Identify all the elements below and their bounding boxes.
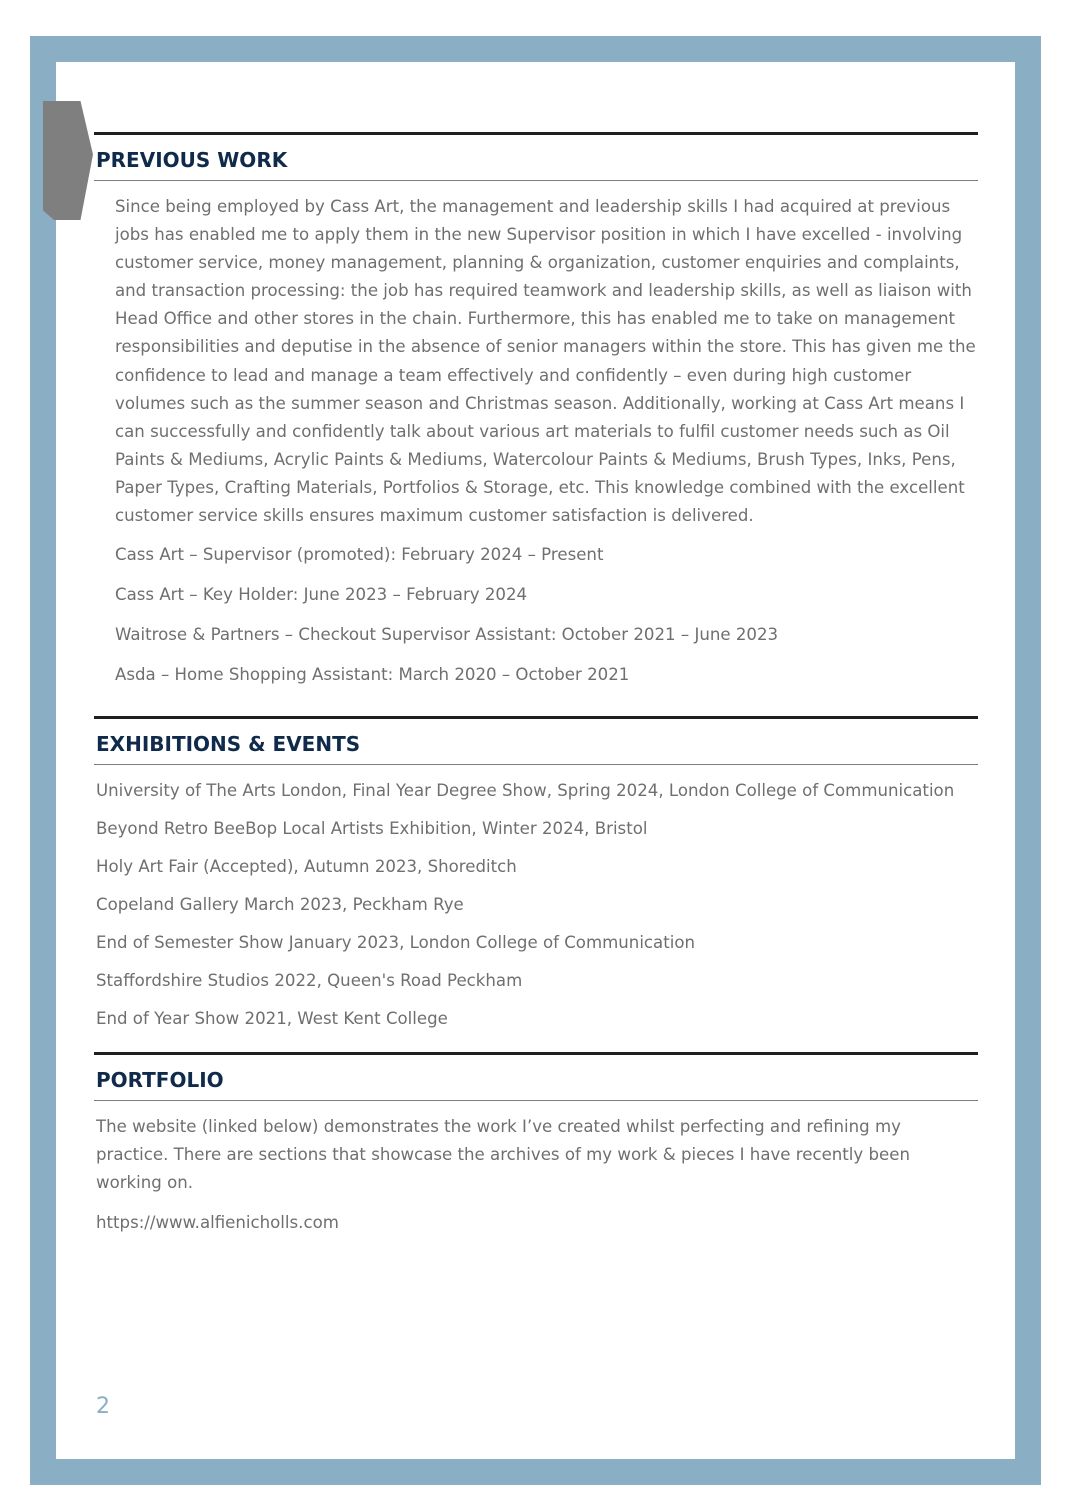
previous-work-description: Since being employed by Cass Art, the management and leadership skills I had acquired at previous jobs has enabled me to apply them in the new Supervisor position in which I have excelled - involving customer service, money management, planning & organization, customer enquiries and complaints, and transaction processing: the job has required teamwork and leadership skills, as well as liaison with Head Office and other stores in the chain. Furthermore, this has enabled me to take on management responsibilities and deputise in the absence of senior managers within the store. This has given me the confidence to lead and manage a team effectively and confidently – even during high customer volumes such as the summer season and Christmas season. Additionally, working at Cass Art means I can successfully and confidently talk about various art materials to fulfil customer needs such as Oil Paints & Mediums, Acrylic Paints & Mediums, Watercolour Paints & Mediums, Brush Types, Inks, Pens, Paper Types, Crafting Materials, Portfolios & Storage, etc. This knowledge combined with the excellent customer service skills ensures maximum customer satisfaction is delivered.: [115, 197, 976, 526]
job-entry: Asda – Home Shopping Assistant: March 2020 – October 2021: [115, 665, 630, 685]
portfolio-link[interactable]: https://www.alfienicholls.com: [96, 1213, 339, 1232]
job-entry: Cass Art – Key Holder: June 2023 – February 2024: [115, 585, 528, 605]
job-entry: Cass Art – Supervisor (promoted): February 2024 – Present: [115, 545, 604, 565]
portfolio-section: [94, 1052, 978, 1237]
exhibitions-list: [94, 765, 978, 1033]
exhibition-item: Beyond Retro BeeBop Local Artists Exhibition, Winter 2024, Bristol: [96, 819, 648, 838]
exhibition-item: Holy Art Fair (Accepted), Autumn 2023, Shoreditch: [96, 857, 517, 876]
previous-work-heading: PREVIOUS WORK: [94, 135, 978, 181]
job-entry: Waitrose & Partners – Checkout Supervisor Assistant: October 2021 – June 2023: [115, 625, 779, 645]
exhibition-item: End of Year Show 2021, West Kent College: [96, 1009, 448, 1028]
portfolio-heading: PORTFOLIO: [94, 1055, 978, 1101]
exhibitions-heading: EXHIBITIONS & EVENTS: [94, 719, 978, 765]
exhibitions-section: [94, 716, 978, 1043]
previous-work-body: [94, 181, 978, 689]
portfolio-body: [94, 1101, 978, 1237]
page-number: 2: [96, 1394, 110, 1419]
exhibition-item: End of Semester Show January 2023, London College of Communication: [96, 933, 696, 952]
exhibition-item: Staffordshire Studios 2022, Queen's Road Peckham: [96, 971, 523, 990]
exhibition-item: Copeland Gallery March 2023, Peckham Rye: [96, 895, 464, 914]
exhibition-item: University of The Arts London, Final Year Degree Show, Spring 2024, London College of Communication: [96, 781, 955, 800]
previous-work-section: [94, 132, 978, 701]
portfolio-description: The website (linked below) demonstrates the work I’ve created whilst perfecting and refining my practice. There are sections that showcase the archives of my work & pieces I have recently been working on.: [96, 1117, 910, 1192]
